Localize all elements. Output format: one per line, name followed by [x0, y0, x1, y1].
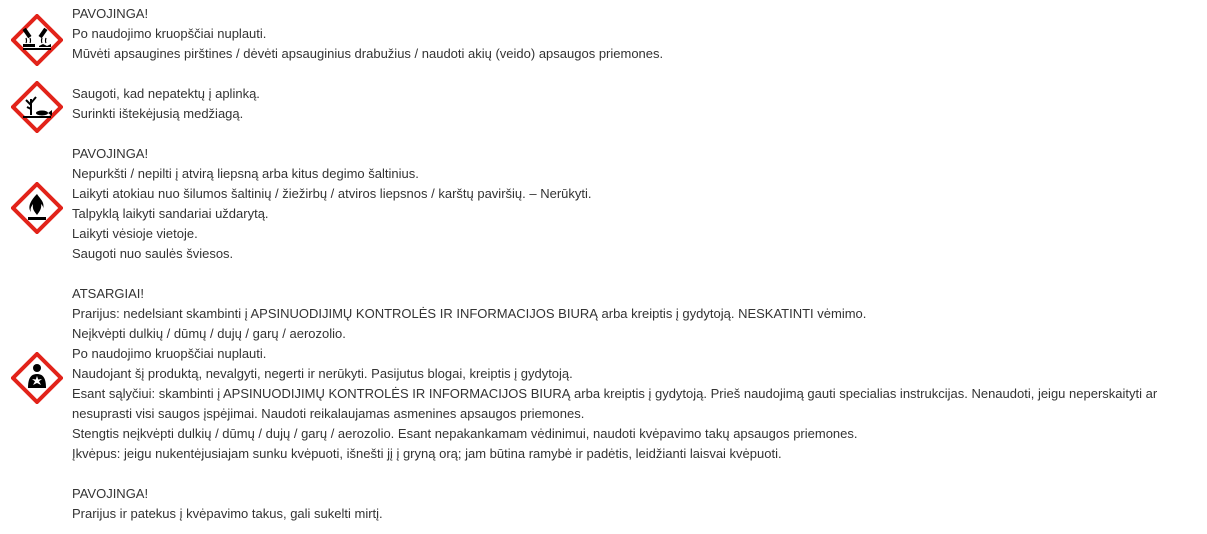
statement-line: Saugoti, kad nepatektų į aplinką.	[72, 86, 260, 101]
statement-line: Talpyklą laikyti sandariai uždarytą.	[72, 206, 269, 221]
statement-line: Naudojant šį produktą, nevalgyti, negerti ir nerūkyti. Pasijutus blogai, kreiptis į gydytoją.	[72, 366, 573, 381]
signal-word: PAVOJINGA!	[72, 486, 149, 501]
statement-line: Stengtis neįkvėpti dulkių / dūmų / dujų / garų / aerozolio. Esant nepakankamam vėdinimui, naudoti kvėpavimo takų apsaugos priemones.	[72, 426, 858, 441]
statement-line: Saugoti nuo saulės šviesos.	[72, 246, 234, 261]
statement-line: Įkvėpus: jeigu nukentėjusiajam sunku kvėpuoti, išnešti jį į gryną orą; jam būtina ramybė ir padėtis, leidžianti laisvai kvėpuoti.	[72, 446, 782, 461]
statement-line: nesuprasti visi saugos įspėjimai. Naudoti reikalaujamas asmenines apsaugos priemones.	[72, 406, 585, 421]
health-hazard-lines	[72, 284, 1207, 464]
statement-line: Nepurkšti / nepilti į atvirą liepsną arba kitus degimo šaltinius.	[72, 166, 419, 181]
environment-lines	[72, 84, 1207, 124]
health-hazard-pictogram-icon	[11, 352, 63, 404]
flame-pictogram-icon	[11, 182, 63, 234]
aspiration-lines	[72, 484, 1207, 524]
statement-line: Prarijus ir patekus į kvėpavimo takus, gali sukelti mirtį.	[72, 506, 383, 521]
flame-lines	[72, 144, 1207, 264]
statement-line: Prarijus: nedelsiant skambinti į APSINUODIJIMŲ KONTROLĖS IR INFORMACIJOS BIURĄ arba kreiptis į gydytoją. NESKATINTI vėmimo.	[72, 306, 867, 321]
statement-line: Laikyti vėsioje vietoje.	[72, 226, 198, 241]
statement-line: Po naudojimo kruopščiai nuplauti.	[72, 26, 267, 41]
statement-line: Laikyti atokiau nuo šilumos šaltinių / žiežirbų / atviros liepsnos / karštų paviršių. – Nerūkyti.	[72, 186, 592, 201]
statement-line: Esant sąlyčiui: skambinti į APSINUODIJIMŲ KONTROLĖS IR INFORMACIJOS BIURĄ arba kreiptis į gydytoją. Prieš naudojimą gauti specialias instrukcijas. Nenaudoti, jeigu neperskaityti ar	[72, 386, 1158, 401]
statement-line: Mūvėti apsaugines pirštines / dėvėti apsauginius drabužius / naudoti akių (veido) apsaugos priemones.	[72, 46, 664, 61]
environment-pictogram-icon	[11, 81, 63, 133]
corrosion-pictogram-icon	[11, 14, 63, 66]
statement-line: Surinkti ištekėjusią medžiagą.	[72, 106, 244, 121]
statement-line: Neįkvėpti dulkių / dūmų / dujų / garų / aerozolio.	[72, 326, 346, 341]
statement-line: Po naudojimo kruopščiai nuplauti.	[72, 346, 267, 361]
signal-word: PAVOJINGA!	[72, 6, 149, 21]
signal-word: PAVOJINGA!	[72, 146, 149, 161]
corrosion-lines	[72, 4, 1207, 64]
signal-word: ATSARGIAI!	[72, 286, 144, 301]
